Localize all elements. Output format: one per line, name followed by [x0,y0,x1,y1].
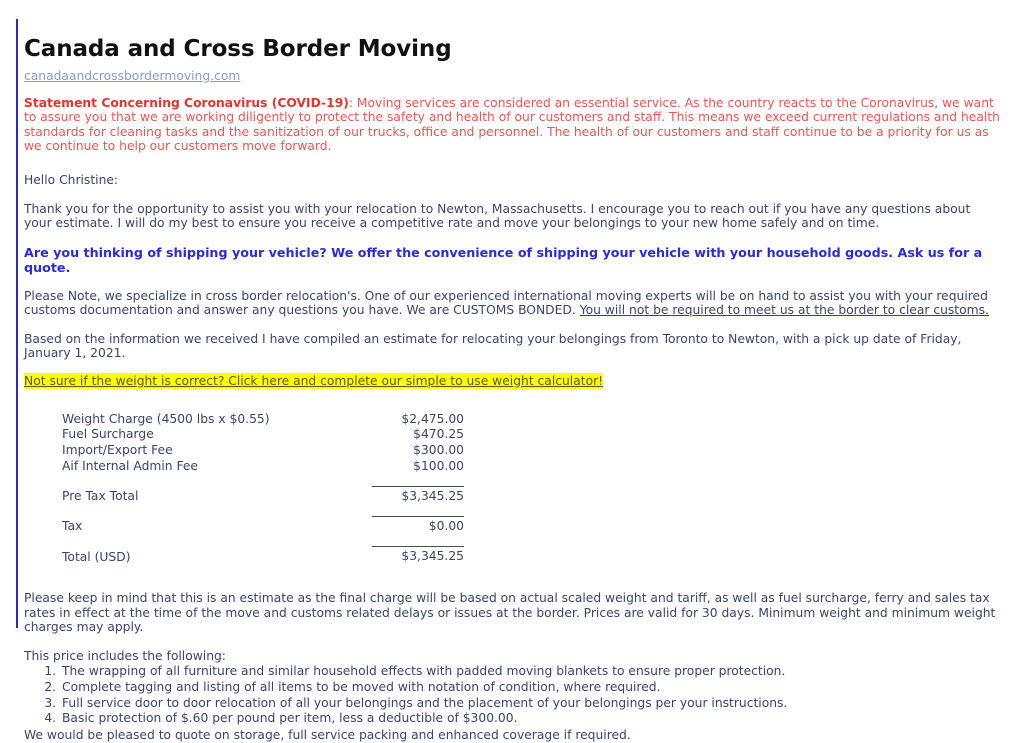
line-item-amount: $100.00 [413,458,464,473]
line-item-amount: $300.00 [413,443,464,458]
table-row [62,427,464,443]
tax-row [62,516,464,535]
pre-tax-total-amount: $3,345.25 [372,486,464,505]
line-item-label: Aif Internal Admin Fee [62,458,198,473]
estimate-table [62,412,464,566]
line-item-label: Fuel Surcharge [62,427,154,442]
includes-list [24,664,1000,727]
weight-calculator-row [24,370,1000,390]
tax-amount: $0.00 [372,516,464,535]
please-note-text: Please Note, we specialize in cross border relocation's. One of our experienced international moving experts will be on hand to assist you with your required customs documentation and answer any questions you have. We are CUSTOMS BONDED. [24,288,988,318]
pre-tax-total-row [62,486,464,505]
estimate-intro-paragraph: Based on the information we received I have compiled an estimate for relocating your belongings from Toronto to Newton, with a pick up date of Friday, January 1, 2021. [24,331,962,361]
list-item: 4. Basic protection of $.60 per pound per item, less a deductible of $300.00. [60,711,1000,727]
tax-label: Tax [62,519,83,534]
total-amount: $3,345.25 [372,547,464,566]
table-row [62,443,464,459]
list-item: 3. Full service door to door relocation of all your belongings and the placement of your belongings per your instructions. [60,696,1000,712]
document-content [24,0,1000,743]
closing-paragraph: We would be pleased to quote on storage, full service packing and enhanced coverage if required. [24,728,631,743]
table-row [62,412,464,428]
table-spacer [62,535,464,547]
covid-notice-lead: Statement Concerning Coronavirus (COVID-19) [24,96,349,111]
total-row [62,547,464,566]
covid-notice-body: : Moving services are considered an essential service. As the country reacts to the Coronavirus, we want to assure you that we are working diligently to protect the safety and health of our customers and staff. This means we exceed current regulations and health standards for cleaning tasks and the sanitization of our trucks, office and personnel. The health of our customers and staff continue to be a priority for us as we continue to help our customers move forward. [24,96,1000,153]
disclaimer-paragraph: Please keep in mind that this is an estimate as the final charge will be based on actual scaled weight and tariff, as well as fuel surcharge, ferry and sales tax rates in effect at the time of the move and customs related delays or issues at the border. Prices are valid for 30 days. Minimum weight and minimum weight charges may apply. [24,591,996,635]
line-item-label: Weight Charge (4500 lbs x $0.55) [62,411,270,426]
line-item-amount: $470.25 [413,427,464,442]
intro-paragraph: Thank you for the opportunity to assist you with your relocation to Newton, Massachusetts. I encourage you to reach out if you have any questions about your estimate. I will do my best to ensure you receive a competitive rate and move your belongings to your new home safely and on time. [24,201,971,231]
footer-block [24,591,1000,743]
salutation: Hello Christine: [24,173,119,188]
covid-notice [24,96,1000,153]
pre-tax-total-label: Pre Tax Total [62,489,139,504]
line-item-amount: $2,475.00 [401,411,464,426]
table-row [62,459,464,475]
line-item-label: Import/Export Fee [62,443,173,458]
vehicle-shipping-headline: Are you thinking of shipping your vehicle? We offer the convenience of shipping your vehicle with your household goods. Ask us for a quote. [24,244,983,275]
table-spacer [62,505,464,517]
weight-calculator-link[interactable]: Not sure if the weight is correct? Click here and complete our simple to use weight calculator! [24,373,604,388]
list-item: 1. The wrapping of all furniture and similar household effects with padded moving blankets to ensure proper protection. [60,664,1000,680]
table-spacer [62,475,464,487]
total-label: Total (USD) [62,549,131,564]
page-title: Canada and Cross Border Moving [24,36,452,62]
please-note-paragraph [24,289,1000,318]
includes-heading: This price includes the following: [24,648,226,663]
list-item: 2. Complete tagging and listing of all items to be moved with notation of condition, where required. [60,680,1000,696]
left-accent-rule [16,19,18,628]
company-website-link[interactable]: canadaandcrossbordermoving.com [24,69,241,84]
customs-border-note: You will not be required to meet us at the border to clear customs. [579,303,989,318]
